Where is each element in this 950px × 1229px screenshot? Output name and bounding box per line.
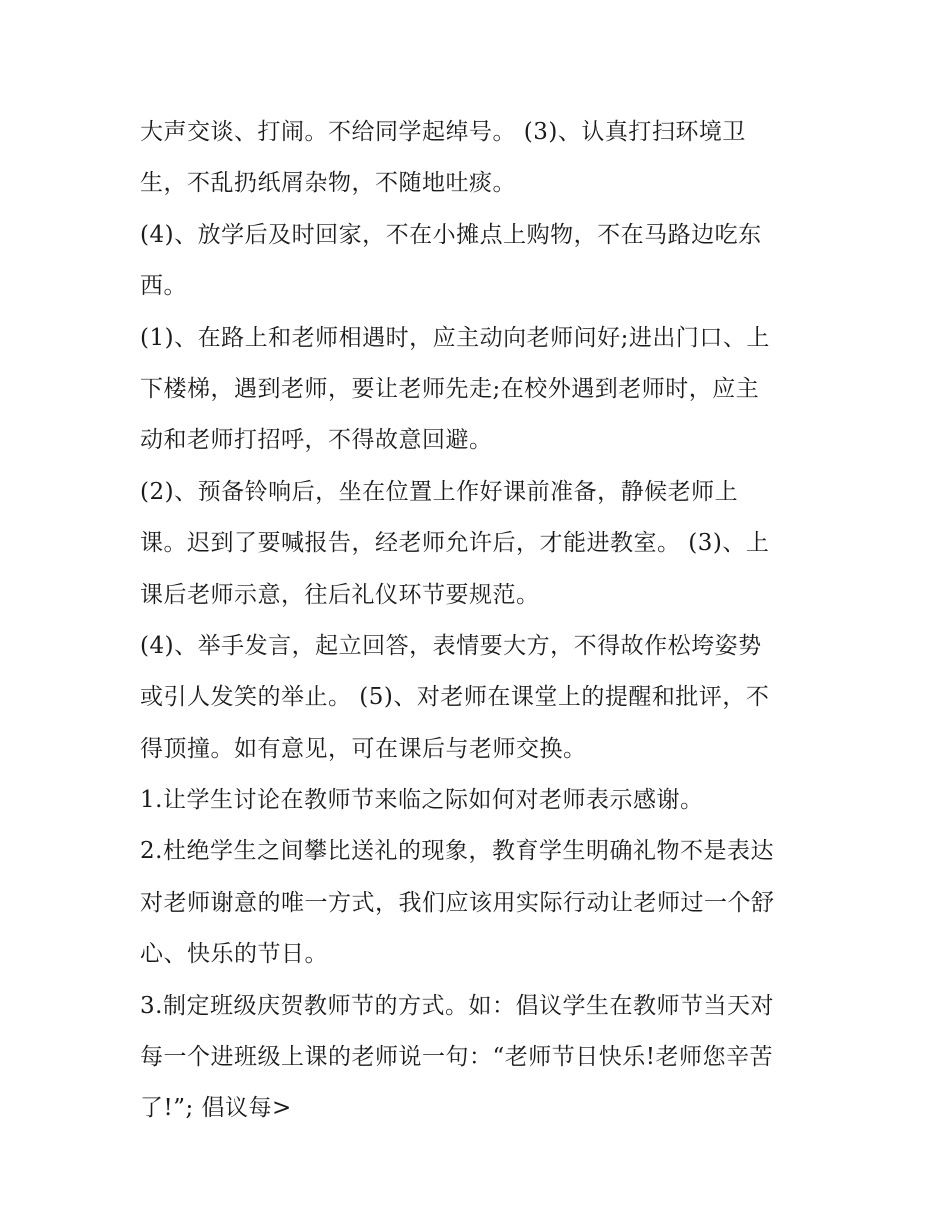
text-line: 或引人发笑的举止。 (5)、对老师在课堂上的提醒和批评，不 bbox=[140, 684, 770, 711]
text-line: 下楼梯，遇到老师，要让老师先走;在校外遇到老师时，应主 bbox=[140, 375, 760, 402]
text-line: (2)、预备铃响后，坐在位置上作好课前准备，静候老师上 bbox=[140, 478, 739, 505]
text-line: 2.杜绝学生之间攀比送礼的现象，教育学生明确礼物不是表达 bbox=[140, 838, 774, 865]
text-line: 每一个进班级上课的老师说一句：“老师节日快乐!老师您辛苦 bbox=[140, 1044, 774, 1071]
document-body bbox=[140, 107, 840, 1135]
text-line: 课后老师示意，往后礼仪环节要规范。 bbox=[140, 581, 540, 608]
text-line: 心、快乐的节日。 bbox=[140, 941, 328, 968]
text-line: 1.让学生讨论在教师节来临之际如何对老师表示感谢。 bbox=[140, 787, 704, 814]
text-line: 3.制定班级庆贺教师节的方式。如：倡议学生在教师节当天对 bbox=[140, 992, 774, 1019]
text-line: (1)、在路上和老师相遇时，应主动向老师问好;进出门口、上 bbox=[140, 324, 770, 351]
text-line: 课。迟到了要喊报告，经老师允许后，才能进教室。 (3)、上 bbox=[140, 530, 770, 557]
text-line: (4)、放学后及时回家，不在小摊点上购物，不在马路边吃东 bbox=[140, 221, 762, 248]
text-line: 得顶撞。如有意见，可在课后与老师交换。 bbox=[140, 735, 587, 762]
text-line: 动和老师打招呼，不得故意回避。 bbox=[140, 427, 493, 454]
text-line: 了!”; 倡议每> bbox=[140, 1095, 292, 1122]
text-line: 西。 bbox=[140, 273, 187, 300]
text-line: (4)、举手发言，起立回答，表情要大方，不得故作松垮姿势 bbox=[140, 632, 762, 659]
text-line: 大声交谈、打闹。不给同学起绰号。 (3)、认真打扫环境卫 bbox=[140, 119, 746, 145]
text-line: 生，不乱扔纸屑杂物，不随地吐痰。 bbox=[140, 170, 516, 197]
text-line: 对老师谢意的唯一方式，我们应该用实际行动让老师过一个舒 bbox=[140, 889, 775, 916]
